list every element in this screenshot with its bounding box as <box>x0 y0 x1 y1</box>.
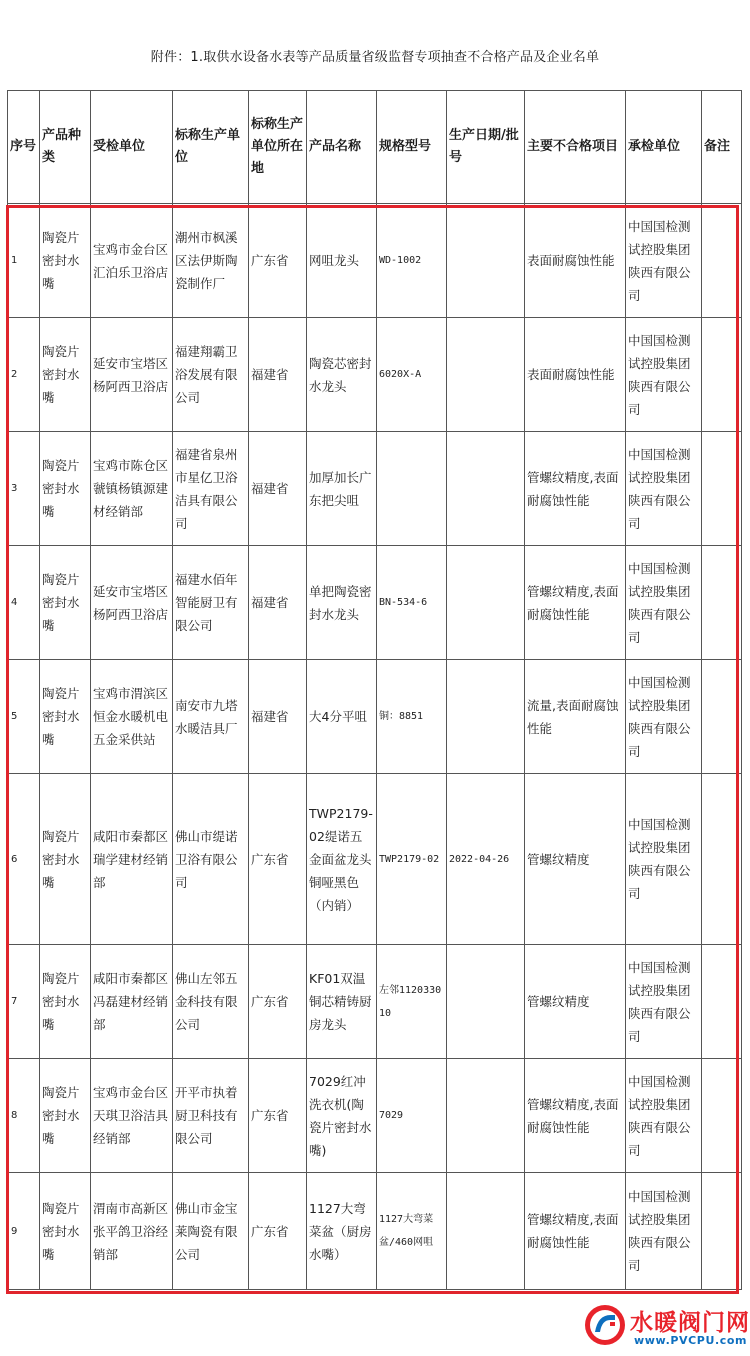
cell-model: BN-534-6 <box>377 546 447 660</box>
cell-category: 陶瓷片密封水嘴 <box>40 432 91 546</box>
table-row <box>8 318 742 432</box>
cell-model: 铜：8851 <box>377 660 447 774</box>
cell-category: 陶瓷片密封水嘴 <box>40 204 91 318</box>
cell-date <box>447 660 525 774</box>
cell-producer: 潮州市枫溪区法伊斯陶瓷制作厂 <box>173 204 249 318</box>
cell-inspected: 咸阳市秦都区冯磊建材经销部 <box>91 945 173 1059</box>
cell-defect: 表面耐腐蚀性能 <box>525 318 626 432</box>
cell-defect: 管螺纹精度,表面耐腐蚀性能 <box>525 1173 626 1290</box>
cell-defect: 管螺纹精度 <box>525 774 626 945</box>
cell-tester: 中国国检测试控股集团陕西有限公司 <box>626 1059 702 1173</box>
cell-product: 1127大弯菜盆（厨房水嘴） <box>307 1173 377 1290</box>
header-col-remark: 备注 <box>702 91 742 204</box>
table-row <box>8 432 742 546</box>
cell-category: 陶瓷片密封水嘴 <box>40 945 91 1059</box>
cell-product: 大4分平咀 <box>307 660 377 774</box>
watermark-url: www.PVCPU.com <box>634 1334 748 1347</box>
cell-seq: 1 <box>8 204 40 318</box>
cell-location: 广东省 <box>249 1173 307 1290</box>
cell-remark <box>702 1173 742 1290</box>
cell-producer: 福建省泉州市星亿卫浴洁具有限公司 <box>173 432 249 546</box>
cell-model: 7029 <box>377 1059 447 1173</box>
faucet-logo-icon <box>582 1302 628 1348</box>
cell-seq: 2 <box>8 318 40 432</box>
cell-product: KF01双温铜芯精铸厨房龙头 <box>307 945 377 1059</box>
table-body <box>8 204 742 1290</box>
cell-remark <box>702 660 742 774</box>
cell-seq: 5 <box>8 660 40 774</box>
cell-tester: 中国国检测试控股集团陕西有限公司 <box>626 1173 702 1290</box>
noncompliance-table <box>7 90 742 1290</box>
cell-location: 广东省 <box>249 204 307 318</box>
cell-category: 陶瓷片密封水嘴 <box>40 1173 91 1290</box>
cell-category: 陶瓷片密封水嘴 <box>40 660 91 774</box>
cell-location: 广东省 <box>249 774 307 945</box>
cell-producer: 福建翔霸卫浴发展有限公司 <box>173 318 249 432</box>
cell-inspected: 宝鸡市金台区天琪卫浴洁具经销部 <box>91 1059 173 1173</box>
cell-model <box>377 432 447 546</box>
cell-tester: 中国国检测试控股集团陕西有限公司 <box>626 318 702 432</box>
cell-inspected: 延安市宝塔区杨阿西卫浴店 <box>91 318 173 432</box>
cell-defect: 管螺纹精度 <box>525 945 626 1059</box>
cell-inspected: 延安市宝塔区杨阿西卫浴店 <box>91 546 173 660</box>
cell-remark <box>702 546 742 660</box>
cell-remark <box>702 204 742 318</box>
cell-date <box>447 432 525 546</box>
cell-producer: 南安市九塔水暖洁具厂 <box>173 660 249 774</box>
cell-date <box>447 546 525 660</box>
cell-category: 陶瓷片密封水嘴 <box>40 774 91 945</box>
cell-tester: 中国国检测试控股集团陕西有限公司 <box>626 204 702 318</box>
cell-date <box>447 1059 525 1173</box>
cell-defect: 管螺纹精度,表面耐腐蚀性能 <box>525 546 626 660</box>
table-row <box>8 945 742 1059</box>
cell-seq: 4 <box>8 546 40 660</box>
table-row <box>8 1173 742 1290</box>
header-col-producer: 标称生产单位 <box>173 91 249 204</box>
header-col-date: 生产日期/批号 <box>447 91 525 204</box>
cell-category: 陶瓷片密封水嘴 <box>40 546 91 660</box>
cell-seq: 7 <box>8 945 40 1059</box>
table-row <box>8 1059 742 1173</box>
header-col-category: 产品种类 <box>40 91 91 204</box>
cell-model: 6020X-A <box>377 318 447 432</box>
cell-tester: 中国国检测试控股集团陕西有限公司 <box>626 945 702 1059</box>
cell-defect: 管螺纹精度,表面耐腐蚀性能 <box>525 1059 626 1173</box>
cell-defect: 管螺纹精度,表面耐腐蚀性能 <box>525 432 626 546</box>
cell-product: 陶瓷芯密封水龙头 <box>307 318 377 432</box>
cell-remark <box>702 432 742 546</box>
cell-remark <box>702 1059 742 1173</box>
cell-model: WD-1002 <box>377 204 447 318</box>
header-col-tester: 承检单位 <box>626 91 702 204</box>
page-title: 附件：1.取供水设备水表等产品质量省级监督专项抽查不合格产品及企业名单 <box>150 50 600 65</box>
cell-defect: 流量,表面耐腐蚀性能 <box>525 660 626 774</box>
cell-model: 1127大弯菜盆/460网咀 <box>377 1173 447 1290</box>
cell-seq: 6 <box>8 774 40 945</box>
watermark-title: 水暖阀门网 <box>630 1310 750 1336</box>
cell-inspected: 宝鸡市渭滨区恒金水暖机电五金采供站 <box>91 660 173 774</box>
header-row <box>8 91 742 204</box>
cell-tester: 中国国检测试控股集团陕西有限公司 <box>626 432 702 546</box>
cell-product: 单把陶瓷密封水龙头 <box>307 546 377 660</box>
header-col-seq: 序号 <box>8 91 40 204</box>
cell-product: 7029红冲洗衣机(陶瓷片密封水嘴) <box>307 1059 377 1173</box>
cell-location: 福建省 <box>249 546 307 660</box>
table-row <box>8 774 742 945</box>
cell-product: TWP2179-02缇诺五金面盆龙头铜哑黑色（内销） <box>307 774 377 945</box>
cell-date <box>447 1173 525 1290</box>
cell-seq: 9 <box>8 1173 40 1290</box>
cell-location: 广东省 <box>249 1059 307 1173</box>
table-row <box>8 660 742 774</box>
cell-product: 网咀龙头 <box>307 204 377 318</box>
table-row <box>8 546 742 660</box>
cell-inspected: 宝鸡市陈仓区虢镇杨镇源建材经销部 <box>91 432 173 546</box>
cell-seq: 8 <box>8 1059 40 1173</box>
cell-producer: 开平市执着厨卫科技有限公司 <box>173 1059 249 1173</box>
cell-defect: 表面耐腐蚀性能 <box>525 204 626 318</box>
cell-tester: 中国国检测试控股集团陕西有限公司 <box>626 660 702 774</box>
cell-date: 2022-04-26 <box>447 774 525 945</box>
cell-date <box>447 204 525 318</box>
cell-product: 加厚加长广东把尖咀 <box>307 432 377 546</box>
header-col-inspected: 受检单位 <box>91 91 173 204</box>
cell-remark <box>702 318 742 432</box>
header-col-defect: 主要不合格项目 <box>525 91 626 204</box>
cell-date <box>447 318 525 432</box>
cell-location: 福建省 <box>249 660 307 774</box>
table-row <box>8 204 742 318</box>
cell-producer: 福建水佰年智能厨卫有限公司 <box>173 546 249 660</box>
cell-model: 左邻112033010 <box>377 945 447 1059</box>
cell-tester: 中国国检测试控股集团陕西有限公司 <box>626 546 702 660</box>
cell-producer: 佛山左邻五金科技有限公司 <box>173 945 249 1059</box>
cell-tester: 中国国检测试控股集团陕西有限公司 <box>626 774 702 945</box>
header-col-model: 规格型号 <box>377 91 447 204</box>
cell-remark <box>702 774 742 945</box>
cell-producer: 佛山市金宝莱陶瓷有限公司 <box>173 1173 249 1290</box>
cell-producer: 佛山市缇诺卫浴有限公司 <box>173 774 249 945</box>
cell-location: 福建省 <box>249 318 307 432</box>
watermark-logo <box>582 1300 748 1354</box>
cell-category: 陶瓷片密封水嘴 <box>40 1059 91 1173</box>
cell-location: 广东省 <box>249 945 307 1059</box>
cell-location: 福建省 <box>249 432 307 546</box>
header-col-product: 产品名称 <box>307 91 377 204</box>
cell-date <box>447 945 525 1059</box>
cell-remark <box>702 945 742 1059</box>
header-col-location: 标称生产单位所在地 <box>249 91 307 204</box>
cell-category: 陶瓷片密封水嘴 <box>40 318 91 432</box>
cell-inspected: 渭南市高新区张平鸽卫浴经销部 <box>91 1173 173 1290</box>
cell-model: TWP2179-02 <box>377 774 447 945</box>
table-header <box>8 91 742 204</box>
cell-inspected: 宝鸡市金台区汇泊乐卫浴店 <box>91 204 173 318</box>
cell-seq: 3 <box>8 432 40 546</box>
cell-inspected: 咸阳市秦都区瑞学建材经销部 <box>91 774 173 945</box>
